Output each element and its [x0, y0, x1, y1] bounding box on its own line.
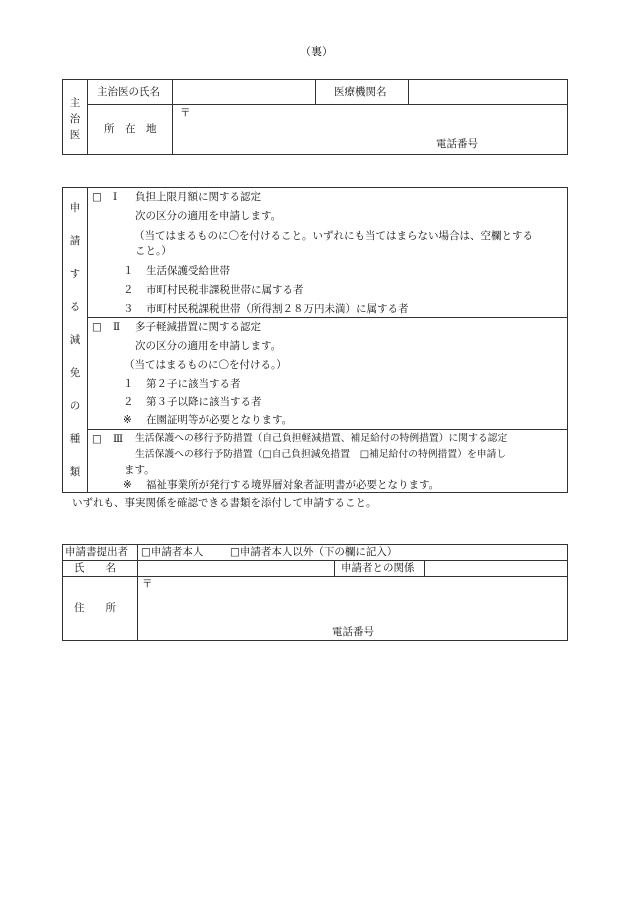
reduction-side-char: 類	[69, 466, 81, 478]
section-3-number: Ⅲ	[113, 433, 124, 445]
reduction-side-char: の	[69, 400, 81, 412]
section-3-remark: 福祉事業所が発行する境界層対象者証明書が必要となります。	[146, 479, 440, 491]
section-1-item: 市町村民税課税世帯（所得割２８万円未満）に属する者	[146, 303, 409, 315]
doctor-name-label: 主治医の氏名	[97, 86, 160, 98]
reduction-side-char: 種	[69, 433, 81, 445]
section-3-line: 生活保護への移行予防措置（□自己負担減免措置 □補足給付の特例措置）を申請し	[135, 449, 507, 460]
doctor-address-label: 所 在 地	[104, 123, 157, 135]
page-side-label: （裏）	[300, 45, 333, 58]
section-2-checkbox[interactable]: □	[92, 321, 102, 333]
institution-field[interactable]	[410, 81, 566, 102]
section-2-item: 第３子以降に該当する者	[146, 396, 262, 408]
submitter-name-field[interactable]	[139, 562, 332, 575]
attachment-footnote: いずれも、事実関係を確認できる書類を添付して申請すること。	[72, 497, 377, 509]
section-2-line: 次の区分の適用を申請します。	[135, 340, 282, 352]
section-2-number: Ⅱ	[113, 321, 121, 333]
section-1-note-cont: こと。）	[135, 245, 172, 257]
section-1-item-number: ３	[123, 303, 134, 315]
doctor-side-char: 医	[69, 129, 81, 141]
submitter-name-label: 氏 名	[74, 562, 116, 574]
section-1-title: 負担上限月額に関する認定	[135, 191, 261, 203]
doctor-postal-mark: 〒	[180, 107, 191, 119]
section-2-title: 多子軽減措置に関する認定	[135, 321, 261, 333]
submitter-postal-mark: 〒	[142, 578, 153, 590]
relation-label: 申請者との関係	[341, 562, 415, 574]
doctor-phone-label: 電話番号	[436, 138, 478, 150]
reduction-side-char: 請	[69, 235, 81, 247]
doctor-address-field[interactable]	[174, 106, 566, 153]
section-2-item: 第２子に該当する者	[146, 378, 241, 390]
section-3-line-cont: ます。	[124, 464, 155, 476]
submitter-option-self[interactable]: □申請者本人	[141, 546, 204, 558]
reduction-side-char: 減	[69, 334, 81, 346]
submitter-address-label: 住 所	[74, 602, 116, 614]
reduction-side-char: る	[69, 301, 81, 313]
section-1-number: Ⅰ	[113, 191, 118, 203]
section-2-note: （当てはまるものに〇を付ける。）	[124, 359, 287, 371]
doctor-name-field[interactable]	[174, 81, 313, 102]
section-2-item-number: ２	[123, 396, 134, 408]
reduction-side-char: 免	[69, 367, 81, 379]
institution-label: 医療機関名	[334, 86, 387, 98]
reduction-side-char: す	[69, 268, 81, 280]
section-3-title: 生活保護への移行予防措置（自己負担軽減措置、補足給付の特例措置）に関する認定	[135, 433, 508, 444]
section-1-note: （当てはまるものに〇を付けること。いずれにも当てはまらない場合は、空欄とする	[134, 230, 533, 242]
section-2-remark: 在園証明等が必要となります。	[146, 414, 293, 426]
section-3-remark-mark: ※	[123, 479, 132, 491]
section-1-item-number: １	[123, 265, 134, 277]
section-1-line: 次の区分の適用を申請します。	[135, 210, 282, 222]
doctor-side-char: 治	[69, 113, 81, 125]
section-1-item: 生活保護受給世帯	[146, 265, 230, 277]
submitter-label: 申請書提出者	[65, 546, 128, 558]
section-1-checkbox[interactable]: □	[92, 191, 102, 203]
reduction-side-char: 申	[69, 202, 81, 214]
section-2-item-number: １	[123, 378, 134, 390]
section-3-checkbox[interactable]: □	[92, 433, 102, 445]
section-1-item-number: ２	[123, 284, 134, 296]
section-1-item: 市町村民税非課税世帯に属する者	[146, 284, 304, 296]
relation-field[interactable]	[426, 562, 566, 575]
submitter-phone-label: 電話番号	[332, 626, 374, 638]
submitter-option-other[interactable]: □申請者本人以外（下の欄に記入）	[230, 546, 398, 558]
section-2-remark-mark: ※	[123, 414, 132, 426]
doctor-side-char: 主	[69, 97, 81, 109]
